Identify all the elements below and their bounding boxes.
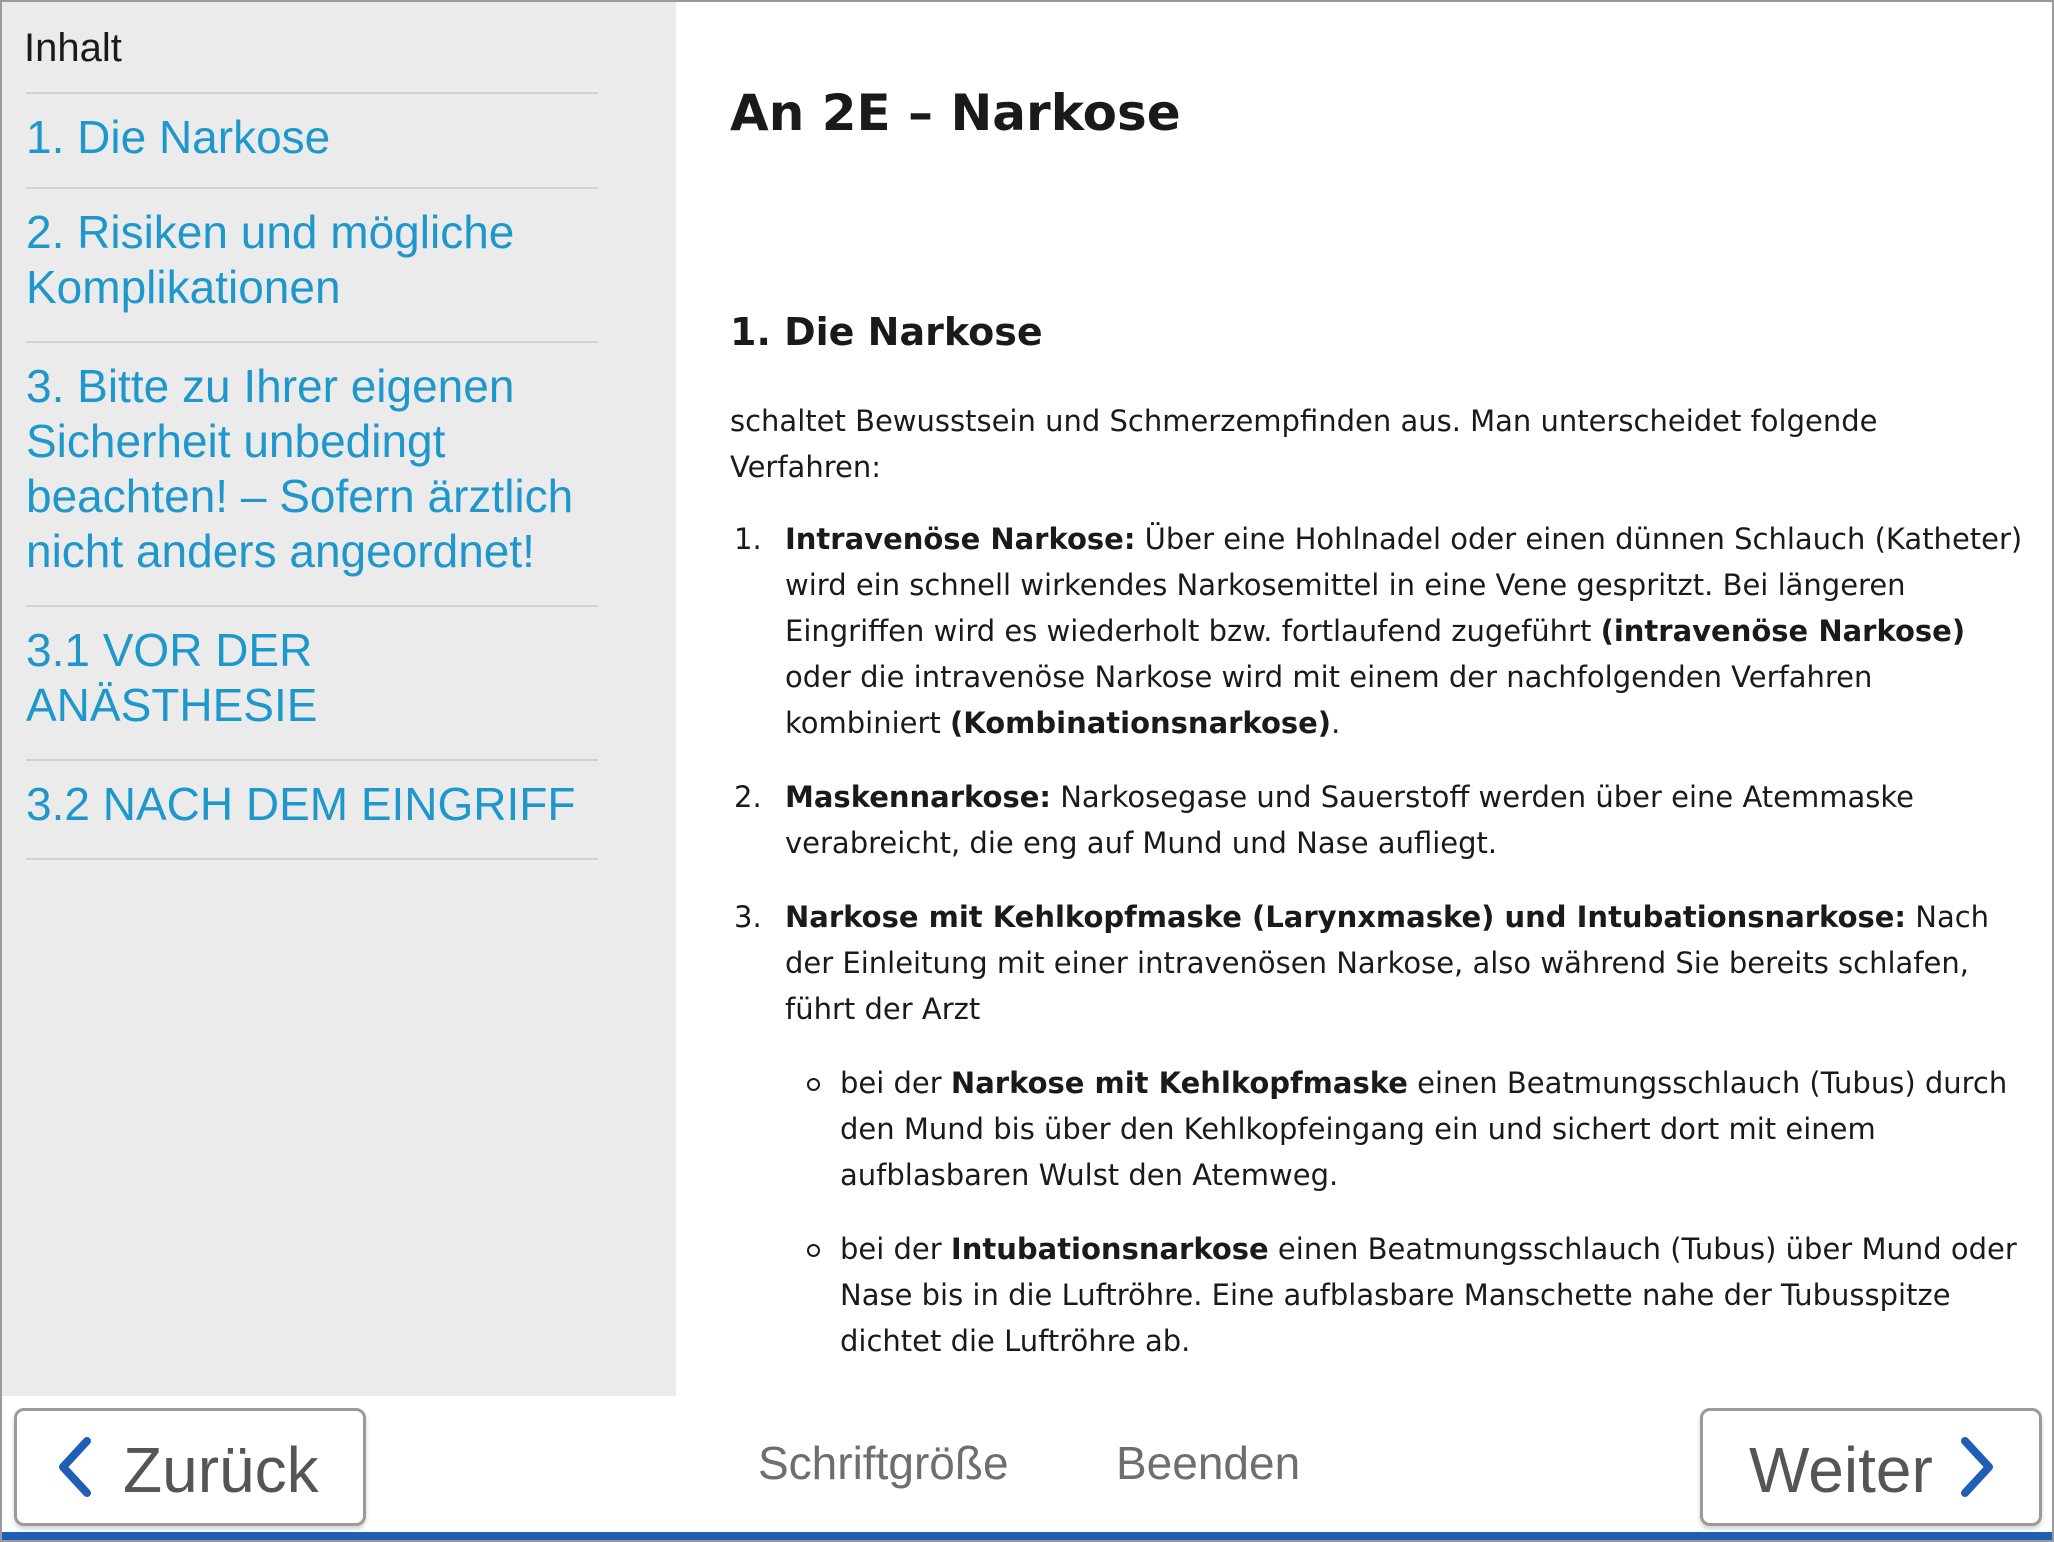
toc-item-vor-der-anaesthesie[interactable]: 3.1 VOR DER ANÄSTHESIE (26, 607, 598, 761)
list-number: 2. (734, 780, 762, 814)
toc-list (26, 92, 598, 860)
circle-bullet-icon (807, 1078, 820, 1091)
term: (intravenöse Narkose) (1600, 614, 1966, 648)
text: einen Beatmungsschlauch (Tubus) über Mund oder Nase bis in die Luftröhre. Eine aufblasbare Manschette nahe der Tubusspitze dichtet die Luftröhre ab. (840, 1232, 2017, 1358)
back-button-label: Zurück (123, 1434, 319, 1506)
end-button[interactable]: Beenden (1116, 1437, 1301, 1489)
sub-list (785, 1060, 2030, 1364)
list-item (730, 894, 2030, 1364)
font-size-button[interactable]: Schriftgröße (758, 1437, 1009, 1489)
document-title: An 2E – Narkose (730, 84, 1181, 142)
sub-list-item (785, 1060, 2030, 1198)
bottom-accent-strip (2, 1532, 2052, 1540)
text: bei der (840, 1232, 951, 1266)
term: Intravenöse Narkose: (785, 522, 1136, 556)
toc-heading: Inhalt (24, 26, 122, 70)
text: oder die intravenöse Narkose wird mit einem der nachfolgenden Verfahren kombiniert (785, 660, 1873, 740)
list-number: 3. (734, 900, 762, 934)
toc-item-die-narkose[interactable]: 1. Die Narkose (26, 94, 598, 189)
text: Nach der Einleitung mit einer intravenösen Narkose, also während Sie bereits schlafen, führt der Arzt (785, 900, 1990, 1026)
toc-item-sicherheit[interactable]: 3. Bitte zu Ihrer eigenen Sicherheit unbedingt beachten! – Sofern ärztlich nicht anders angeordnet! (26, 343, 598, 607)
text: Über eine Hohlnadel oder einen dünnen Schlauch (Katheter) wird ein schnell wirkendes Narkosemittel in eine Vene gespritzt. Bei längeren Eingriffen wird es wiederholt bzw. fortlaufend zugeführt (785, 522, 2023, 648)
text: einen Beatmungsschlauch (Tubus) durch den Mund bis über den Kehlkopfeingang ein und sichert dort mit einem aufblasbaren Wulst den Atemweg. (840, 1066, 2008, 1192)
list-item (730, 516, 2030, 746)
term: Maskennarkose: (785, 780, 1051, 814)
next-button[interactable] (1700, 1408, 2042, 1526)
chevron-left-icon (55, 1437, 95, 1497)
procedure-list (730, 516, 2030, 1392)
toc-item-risiken[interactable]: 2. Risiken und mögliche Komplikationen (26, 189, 598, 343)
text: Narkosegase und Sauerstoff werden über eine Atemmaske verabreicht, die eng auf Mund und Nase aufliegt. (785, 780, 1914, 860)
circle-bullet-icon (807, 1244, 820, 1257)
term: (Kombinationsnarkose) (950, 706, 1332, 740)
term: Narkose mit Kehlkopfmaske (950, 1066, 1408, 1100)
toc-sidebar (2, 2, 676, 1396)
text: bei der (840, 1066, 951, 1100)
chevron-right-icon (1957, 1437, 1997, 1497)
bottom-toolbar (2, 1396, 2052, 1540)
list-number: 1. (734, 522, 762, 556)
intro-paragraph: schaltet Bewusstsein und Schmerzempfinden aus. Man unterscheidet folgende Verfahren: (730, 404, 1878, 484)
next-button-label: Weiter (1749, 1434, 1933, 1506)
sub-list-item (785, 1226, 2030, 1364)
text: . (1331, 706, 1341, 740)
back-button[interactable] (14, 1408, 366, 1526)
section-title: 1. Die Narkose (730, 310, 1043, 354)
toc-item-nach-dem-eingriff[interactable]: 3.2 NACH DEM EINGRIFF (26, 761, 598, 860)
term: Intubationsnarkose (950, 1232, 1269, 1266)
term: Narkose mit Kehlkopfmaske (Larynxmaske) und Intubationsnarkose: (785, 900, 1907, 934)
list-item (730, 774, 2030, 866)
document-content (730, 2, 2030, 1396)
